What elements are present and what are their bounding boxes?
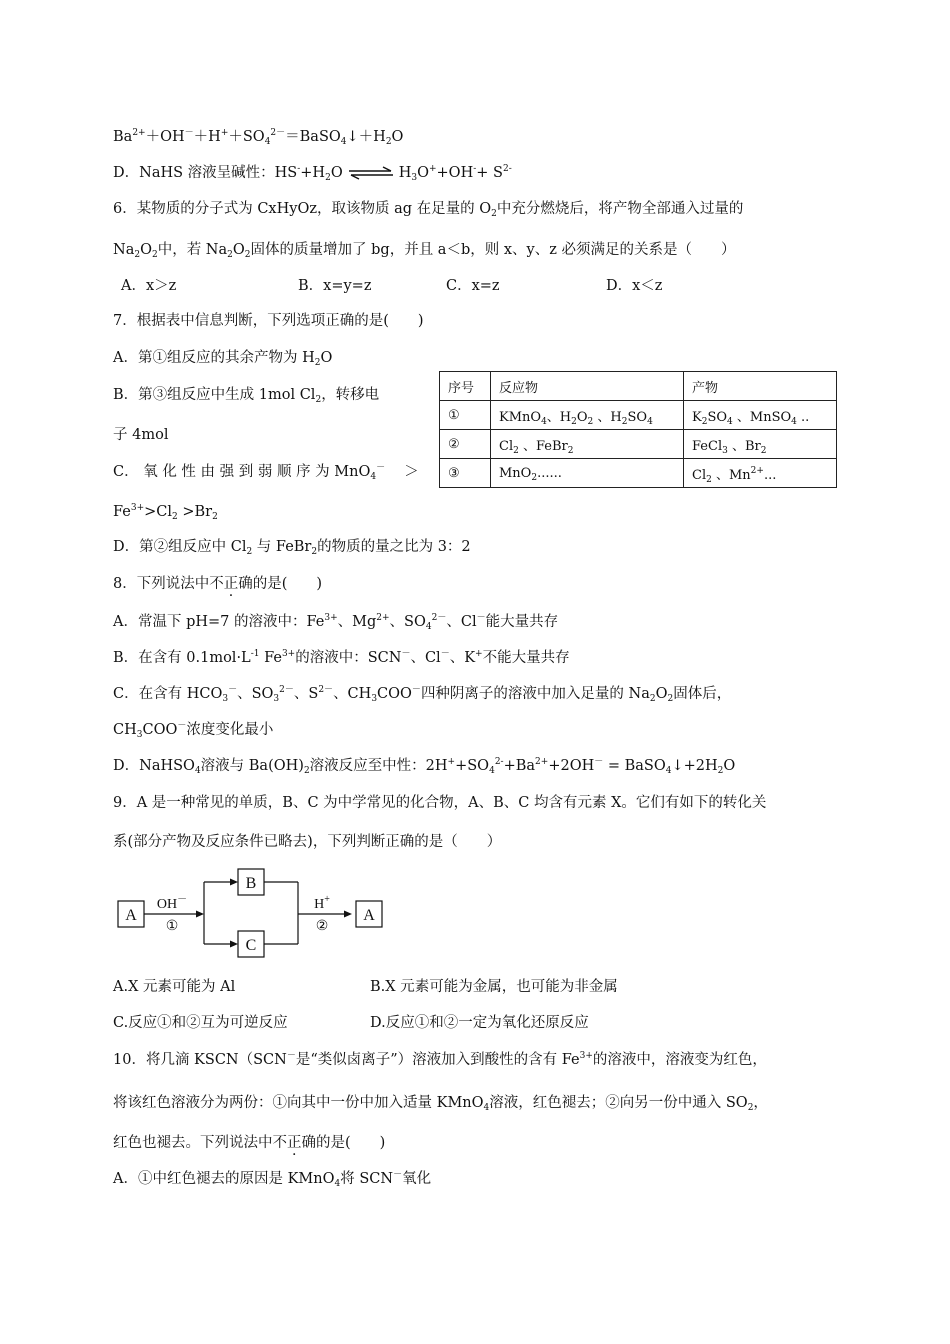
q9-option-a: A.X 元素可能为 Al [113, 979, 236, 995]
q9-option-b: B.X 元素可能为金属，也可能为非金属 [370, 979, 618, 995]
q6-option-c: C．x=z [446, 278, 500, 294]
table-row [440, 459, 837, 488]
row-products: FeCl$_3$ 、$Br_2$ [684, 430, 837, 459]
reagent-h-label: H+ [314, 894, 330, 912]
q8-option-a: A．常温下 pH=7 的溶液中：$Fe^{3+}$、$Mg^{2+}$、$SO_4^{2-}$、Cl－能大量共存 [113, 613, 559, 632]
conversion-diagram [112, 862, 392, 962]
box-b-label: B [245, 875, 257, 892]
q9-option-d: D.反应①和②一定为氧化还原反应 [370, 1015, 589, 1031]
arrow-head-icon [196, 911, 204, 918]
row-reactants: $Cl_2$ 、FeBr$_2$ [491, 430, 684, 459]
q8-option-b: B．在含有 $0.1mol\cdot L^{-1}$ $Fe^{3+}$的溶液中：SCN－、Cl－、K+不能大量共存 [113, 649, 570, 666]
row-reactants: MnO$_2$...... [491, 459, 684, 488]
q9-stem-line1: 9．A 是一种常见的单质，B、C 为中学常见的化合物，A、B、C 均含有元素 X。它们有如下的转化关 [113, 795, 767, 811]
q7-option-d: D．第②组反应中 $Cl_2$ 与 FeBr$_2$的物质的量之比为 3：2 [113, 539, 471, 557]
q8-stem: 8．下列说法中不正确的是( ) [113, 576, 323, 592]
q8-option-c-cont: $CH_3COO^-$浓度变化最小 [113, 721, 274, 740]
q10-stem-line3: 红色也褪去。下列说法中不正确的是( ) [113, 1135, 386, 1151]
q10-stem-line1: 10．将几滴 KSCN（SCN－是“类似卤离子”）溶液加入到酸性的含有 $Fe^{3+}$的溶液中，溶液变为红色， [113, 1051, 767, 1068]
q6-stem-line1: 6．某物质的分子式为 CxHyOz，取该物质 ag 在足量的 $O_2$中充分燃烧后，将产物全部通入过量的 [113, 201, 744, 219]
arrow-head-icon [344, 911, 352, 918]
step-2-label: ② [315, 919, 329, 934]
box-c-label: C [245, 937, 257, 954]
box-a-left-label: A [125, 907, 137, 924]
q7-option-b: B．第③组反应中生成 1mol $Cl_2$，转移电 [113, 387, 380, 405]
equilibrium-arrow-icon [347, 166, 395, 180]
table-row [440, 430, 837, 459]
q7-option-c: C． 氧 化 性 由 强 到 弱 顺 序 为 MnO$_4$－ ＞ [113, 463, 419, 482]
row-reactants: KMnO$_4$、$H_2O_2$ 、$H_2SO_4$ [491, 401, 684, 430]
row-no: ② [440, 430, 491, 459]
q8-option-c: C．在含有 $HCO_3^-$、$SO_3^{2-}$、$S^{2-}$、$CH_3COO^-$四种阴离子的溶液中加入足量的 $Na_2O_2$固体后， [113, 685, 732, 704]
q6-stem-line2: $Na_2O_2$中，若 $Na_2O_2$固体的质量增加了 bg，并且 a＜b，则 x、y、z 必须满足的关系是（ ） [113, 242, 736, 260]
header-no: 序号 [440, 372, 491, 401]
table-row [440, 401, 837, 430]
q8-option-d: D．NaHSO$_4$溶液与 $Ba(OH)_2$溶液反应至中性：$2H^++SO_4^{2-}+Ba^{2+}+2OH^-$ = $BaSO_4↓+2H_2O$ [113, 757, 736, 776]
arrow-head-icon [230, 879, 238, 886]
q7-option-b-cont: 子 4mol [113, 427, 169, 443]
emphasized-text: 不正确 [209, 576, 253, 592]
ion-equation-line: $Ba^{2+}+OH^-+H^++SO_4^{2-}=BaSO_4↓+H_2O$ [113, 128, 404, 147]
q7-option-c-cont: $Fe^{3+}>Cl_2 >Br_2$ [113, 503, 218, 522]
row-no: ① [440, 401, 491, 430]
option-d-nahs: D．NaHS 溶液呈碱性：$HS^-+H_2O$ $H_3O^++OH^-+ S^{2-}$ [113, 164, 512, 183]
row-products: $Cl_2$ 、$Mn^{2+}$... [684, 459, 837, 488]
table-header-row [440, 372, 837, 401]
q9-stem-line2: 系(部分产物及反应条件已略去)，下列判断正确的是（ ） [113, 834, 502, 850]
q7-stem: 7．根据表中信息判断，下列选项正确的是( ) [113, 313, 424, 329]
step-1-label: ① [165, 919, 179, 934]
q6-option-a: A．x＞z [121, 278, 177, 294]
q6-option-b: B．x=y=z [298, 278, 372, 294]
reaction-table [439, 371, 837, 488]
arrow-head-icon [230, 941, 238, 948]
header-products: 产物 [684, 372, 837, 401]
header-reactants: 反应物 [491, 372, 684, 401]
row-products: $K_2SO_4$ 、MnSO$_4$ .. [684, 401, 837, 430]
q9-option-c: C.反应①和②互为可逆反应 [113, 1015, 288, 1031]
q7-option-a: A．第①组反应的其余产物为 $H_2O$ [113, 350, 333, 368]
box-a-right-label: A [363, 907, 375, 924]
reagent-oh-label: OH－ [156, 894, 188, 912]
q10-option-a: A．①中红色褪去的原因是 KMnO$_4$将 SCN－氧化 [113, 1170, 432, 1189]
q10-stem-line2: 将该红色溶液分为两份：①向其中一份中加入适量 KMnO$_4$溶液，红色褪去；②向另一份中通入 $SO_2$， [113, 1095, 768, 1113]
q6-option-d: D．x＜z [606, 278, 663, 294]
emphasized-text: 不正确 [272, 1135, 316, 1151]
row-no: ③ [440, 459, 491, 488]
